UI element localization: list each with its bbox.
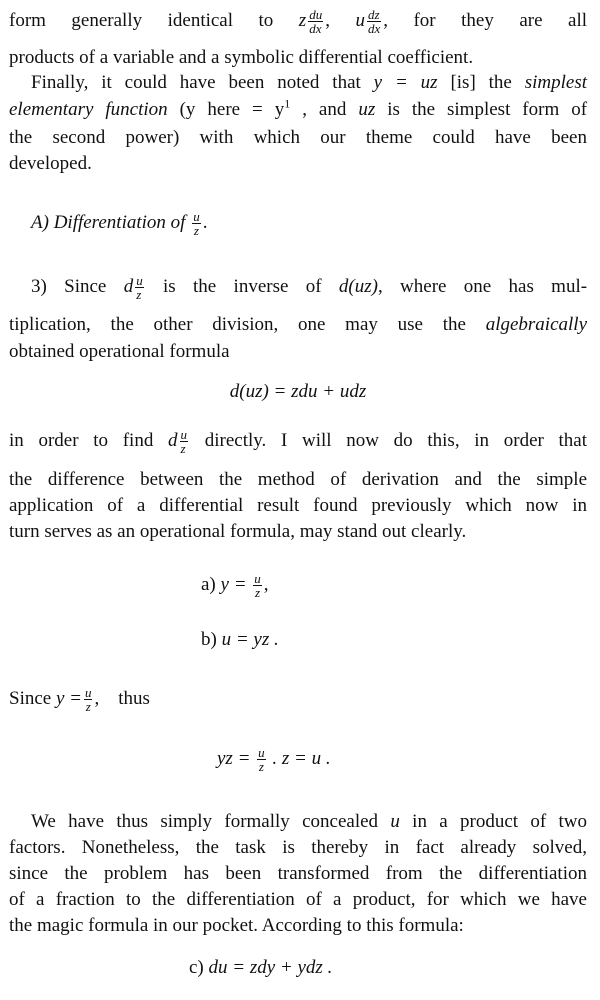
fraction: $\frac{u}{z}$ [193, 209, 200, 238]
text-line: factors. Nonetheless, the task is thereby in fact already solved, [9, 837, 587, 858]
equation-c: c) du = zdy + ydz . [189, 957, 333, 978]
text-line: form generally identical to z $\frac{du}{dx}$ , u $\frac{dz}{dx}$ , for they are all [9, 7, 588, 36]
fraction: $\frac{u}{z}$ [180, 427, 188, 456]
text-line: products of a variable and a symbolic differential coefficient. [9, 47, 474, 68]
equation-yz: yz = $\frac{u}{z}$ . z = u . [217, 745, 331, 774]
text-line: elementary function (y here = $y^1$ , and uz is the simplest form of [9, 96, 588, 120]
text-line: obtained operational formula [9, 341, 230, 362]
text-line: of a fraction to the differentiation of a product, for which we have [9, 889, 587, 910]
fraction: $\frac{u}{z}$ [254, 571, 261, 600]
text-line: in order to find d $\frac{u}{z}$ directly. I will now do this, in order that [9, 427, 588, 456]
text-line: the difference between the method of derivation and the simple [9, 469, 587, 490]
fraction: $\frac{u}{z}$ [84, 685, 92, 714]
text-span: form generally identical to [9, 9, 274, 31]
section-heading: A) Differentiation of $\frac{u}{z}$ . [31, 209, 208, 238]
document-page [9, 0, 587, 1000]
fraction: $\frac{u}{z}$ [136, 273, 143, 302]
fraction: $\frac{u}{z}$ [258, 745, 265, 774]
formula: d(uz) = zdu + udz [229, 381, 367, 402]
text-line: the second power) with which our theme could have been [9, 127, 587, 148]
text-line: developed. [9, 153, 92, 174]
text-line: the magic formula in our pocket. According to this formula: [9, 915, 464, 936]
fraction: $\frac{dz}{dx}$ [367, 7, 381, 36]
text-line: application of a differential result found previously which now in [9, 495, 587, 516]
text-line: tiplication, the other division, one may use the algebraically [9, 314, 587, 335]
fraction: $\frac{du}{dx}$ [309, 7, 323, 36]
equation-a: a) y = $\frac{u}{z}$ , [201, 571, 269, 600]
text-line: Finally, it could have been noted that y = uz [is] the simplest [31, 72, 588, 93]
text-line: 3) Since d $\frac{u}{z}$ is the inverse of d(uz), where one has mul- [31, 273, 588, 302]
text-line: turn serves as an operational formula, may stand out clearly. [9, 521, 467, 542]
text-line: Since y = $\frac{u}{z}$ , thus [9, 685, 150, 714]
equation-b: b) u = yz . [201, 629, 279, 650]
text-line: We have thus simply formally concealed u in a product of two [31, 811, 587, 832]
text-line: since the problem has been transformed from the differentiation [9, 863, 587, 884]
text-span: for they are all [413, 9, 588, 31]
